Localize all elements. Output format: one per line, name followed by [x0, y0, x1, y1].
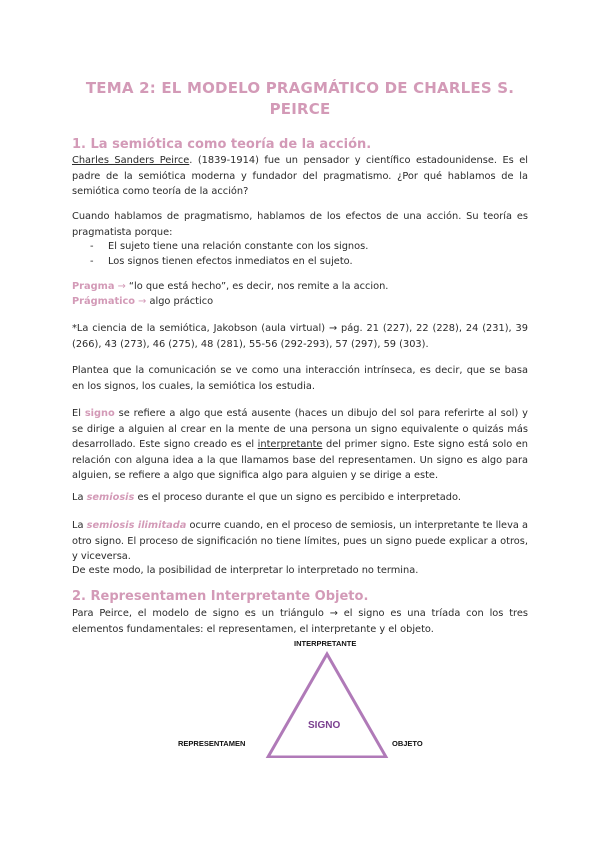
text-run: La — [72, 520, 87, 531]
list-item: - Los signos tienen efectos inmediatos en el sujeto. — [86, 254, 368, 269]
list-item: - El sujeto tiene una relación constante con los signos. — [86, 239, 368, 254]
text-run: es el proceso durante el que un signo es percibido e interpretado. — [134, 492, 461, 503]
triangle-shape — [268, 654, 386, 757]
paragraph-pragmatism: Cuando hablamos de pragmatismo, hablamos de los efectos de una acción. Su teoría es pragmatista porque: — [72, 211, 528, 238]
pragmatism-list — [86, 239, 368, 269]
label-interpretante: INTERPRETANTE — [294, 639, 357, 648]
term-pragma: Pragma — [72, 281, 115, 292]
definition-pragma — [72, 279, 528, 295]
text-run: La — [72, 492, 87, 503]
label-signo: SIGNO — [308, 720, 341, 731]
text-run: El — [72, 408, 85, 419]
text-run: del primer signo. Este signo está solo en relación con alguna idea a la que llamamos base del representamen. Un signo es algo para alguien, se refiere a algo que significa algo para alguien y se dirige a este. — [72, 439, 528, 481]
term-interpretante: interpretante — [257, 439, 323, 450]
definition-pragmatico — [72, 294, 528, 310]
arrow-icon: → — [135, 296, 147, 307]
peirce-name: Charles Sanders Peirce — [72, 155, 190, 166]
term-signo: signo — [84, 408, 115, 419]
pragmatico-definition: algo práctico — [146, 296, 214, 307]
arrow-icon: → — [114, 281, 126, 292]
sign-triangle-diagram — [170, 638, 450, 758]
paragraph-signo — [72, 406, 528, 484]
term-semiosis-ilimitada: semiosis ilimitada — [86, 520, 187, 531]
text-run: ocurre cuando, en el proceso de semiosis, un interpretante te lleva a otro signo. El proceso de significación no tiene límites, pues un signo puede explicar a otros, y viceversa. — [72, 520, 529, 562]
paragraph-peirce-intro — [72, 153, 528, 200]
text-run: se refiere a algo que está ausente (haces un dibujo del sol para referirte al sol) y se dirige a alguien al crear en la mente de una persona un signo equivalente o quizás más desarrollado. Este signo creado es el — [72, 408, 528, 450]
paragraph-conclusion: De este modo, la posibilidad de interpretar lo interpretado no termina. — [72, 565, 419, 576]
reference-note: *La ciencia de la semiótica, Jakobson (aula virtual) → pág. 21 (227), 22 (228), 24 (231), 39 (266), 43 (273), 46 (275), 48 (281), 55-56 (292-293), 57 (297), 59 (303). — [72, 323, 528, 350]
label-representamen: REPRESENTAMEN — [178, 739, 246, 748]
term-semiosis: semiosis — [86, 492, 135, 503]
label-objeto: OBJETO — [392, 739, 423, 748]
section-2-heading: 2. Representamen Interpretante Objeto. — [72, 589, 369, 604]
paragraph-semiosis-ilimitada — [72, 518, 528, 565]
section-1-heading: 1. La semiótica como teoría de la acción. — [72, 137, 372, 152]
paragraph-semiosis — [72, 490, 528, 506]
paragraph-triangle-model: Para Peirce, el modelo de signo es un triángulo → el signo es una tríada con los tres elementos fundamentales: el representamen, el interpretante y el objeto. — [72, 608, 528, 635]
term-pragmatico: Prágmatico — [72, 296, 136, 307]
paragraph-communication: Plantea que la comunicación se ve como una interacción intrínseca, es decir, que se basa en los signos, los cuales, la semiótica los estudia. — [72, 365, 528, 392]
pragma-definition: “lo que está hecho”, es decir, nos remite a la accion. — [125, 281, 389, 292]
peirce-intro-text: . (1839-1914) fue un pensador y científico estadounidense. Es el padre de la semiótica moderna y fundador del pragmatismo. ¿Por qué hablamos de la semiótica como teoría de la acción? — [72, 155, 528, 197]
page-title: TEMA 2: EL MODELO PRAGMÁTICO DE CHARLES S. PEIRCE — [85, 79, 515, 118]
